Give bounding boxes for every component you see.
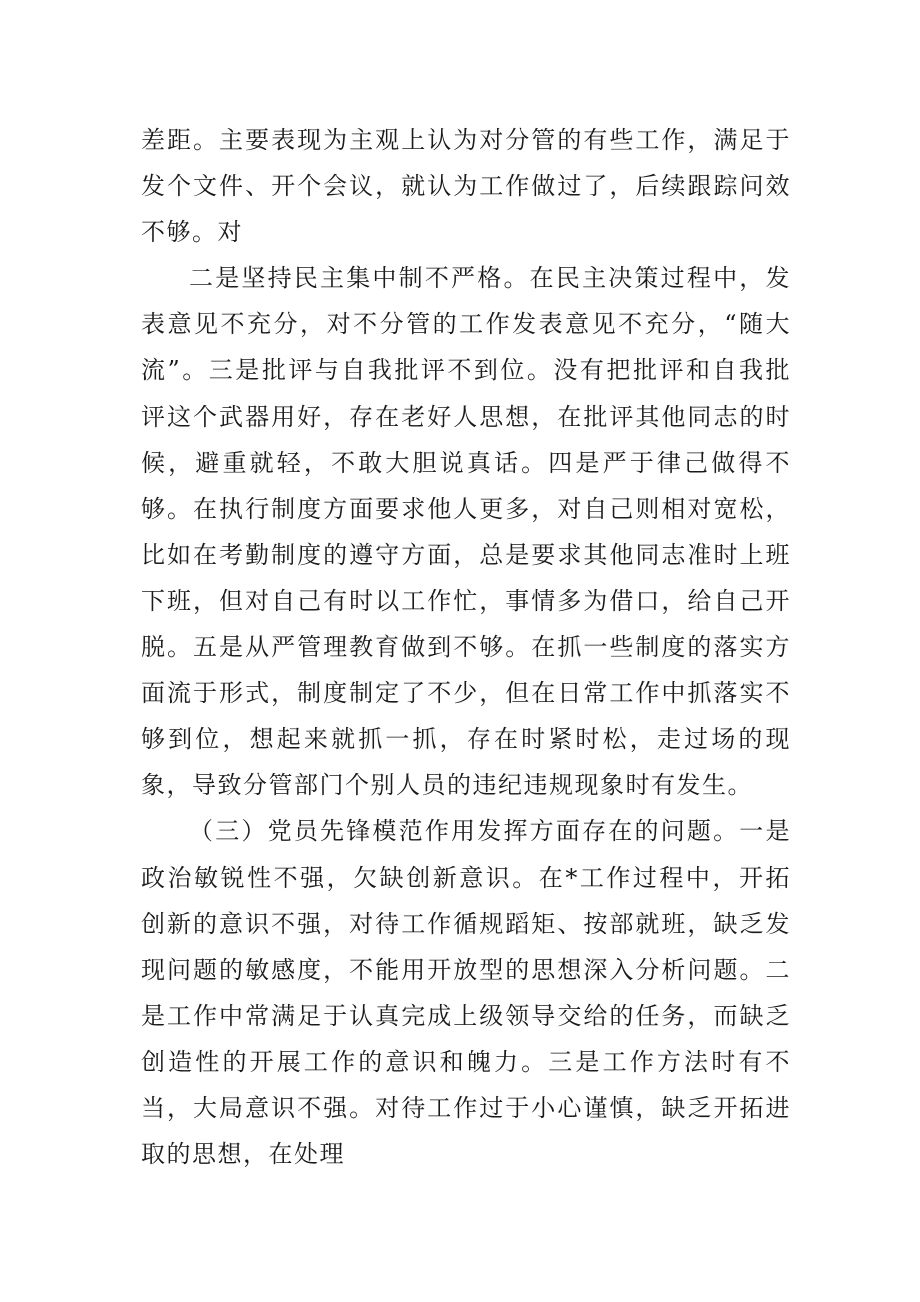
paragraph-1: 差距。主要表现为主观上认为对分管的有些工作，满足于发个文件、开个会议，就认为工作做过了，后续跟踪问效不够。对 [141,126,791,247]
paragraph-2: 二是坚持民主集中制不严格。在民主决策过程中，发表意见不充分，对不分管的工作发表意见不充分，“随大流”。三是批评与自我批评不到位。没有把批评和自我批评这个武器用好，存在老好人思想，在批评其他同志的时候，避重就轻，不敢大胆说真话。四是严于律己做得不够。在执行制度方面要求他人更多，对自己则相对宽松，比如在考勤制度的遵守方面，总是要求其他同志准时上班下班，但对自己有时以工作忙，事情多为借口，给自己开脱。五是从严管理教育做到不够。在抓一些制度的落实方面流于形式，制度制定了不少，但在日常工作中抓落实不够到位，想起来就抓一抓，存在时紧时松，走过场的现象，导致分管部门个别人员的违纪违规现象时有发生。 [141,264,791,800]
paragraph-3: （三）党员先锋模范作用发挥方面存在的问题。一是政治敏锐性不强，欠缺创新意识。在*工作过程中，开拓创新的意识不强，对待工作循规蹈矩、按部就班，缺乏发现问题的敏感度，不能用开放型的思想深入分析问题。二是工作中常满足于认真完成上级领导交给的任务，而缺乏创造性的开展工作的意识和魄力。三是工作方法时有不当，大局意识不强。对待工作过于小心谨慎，缺乏开拓进取的思想，在处理 [141,817,791,1169]
document-body [141,117,791,1177]
